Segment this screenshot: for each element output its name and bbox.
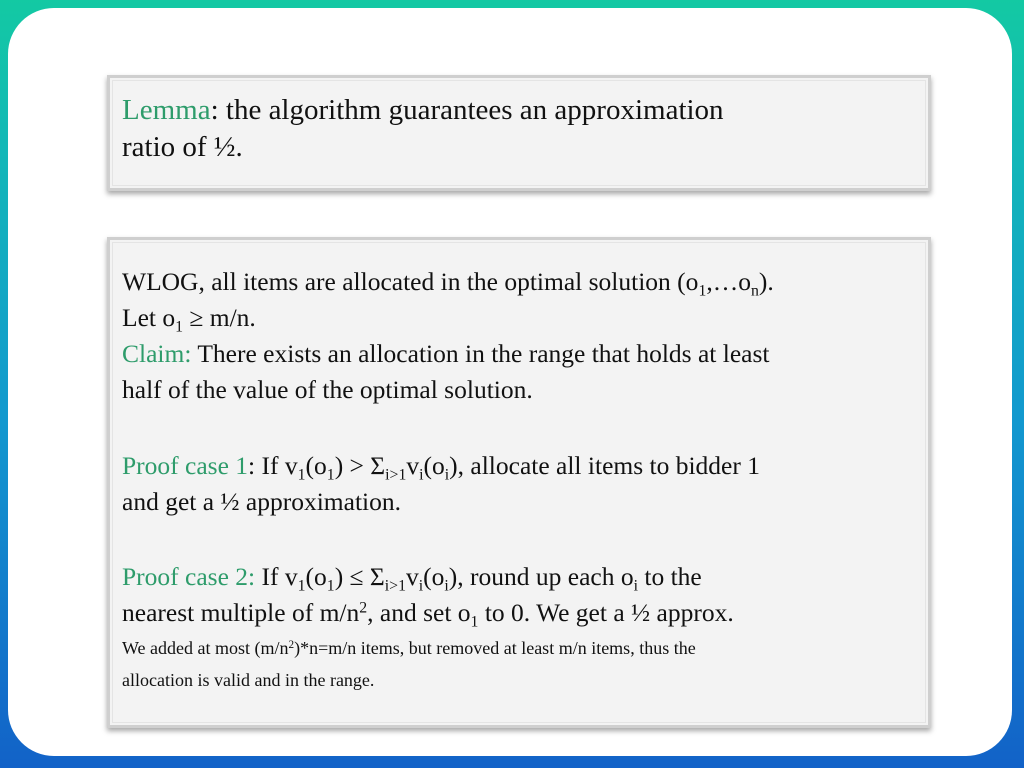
case2-text: to 0. We get a ½ approx. <box>478 598 734 627</box>
wlog-text: ≥ m/n. <box>183 303 256 332</box>
case2-text: If v <box>255 562 298 591</box>
case2-text: (o <box>423 562 445 591</box>
case2-text: , and set o <box>367 598 471 627</box>
proof-box <box>107 237 931 728</box>
case1-text: (o <box>423 451 445 480</box>
case1-label: Proof case 1 <box>122 451 249 480</box>
case2-text: ) ≤ Σ <box>334 562 385 591</box>
case2-label: Proof case 2: <box>122 562 256 591</box>
subscript: i <box>444 577 449 595</box>
case2-text: to the <box>637 562 702 591</box>
claim-label: Claim: <box>122 339 192 368</box>
wlog-text: WLOG, all items are allocated in the optimal solution (o <box>122 267 699 296</box>
superscript: 2 <box>288 638 295 651</box>
case1-text: ) > Σ <box>334 451 386 480</box>
note-text: We added at most (m/n <box>122 638 289 658</box>
subscript: 1 <box>326 577 335 595</box>
lemma-label: Lemma <box>122 94 211 126</box>
case2-text: nearest multiple of m/n <box>122 598 360 627</box>
case1-text: ), allocate all items to bidder 1 <box>449 451 760 480</box>
subscript: i <box>444 466 450 484</box>
superscript: 2 <box>359 599 368 617</box>
note-text: allocation is valid and in the range. <box>122 670 375 690</box>
wlog-text: ,…o <box>706 267 751 296</box>
subscript: 1 <box>297 466 306 484</box>
wlog-text: ). <box>758 267 774 296</box>
claim-text: There exists an allocation in the range that holds at least <box>191 339 770 368</box>
subscript: 1 <box>175 318 184 336</box>
case1-text: and get a ½ approximation. <box>122 487 402 516</box>
proof-case-2 <box>122 559 927 631</box>
note-text: )*n=m/n items, but removed at least m/n items, thus the <box>294 638 696 658</box>
lemma-box <box>107 75 931 191</box>
subscript: 1 <box>470 613 479 631</box>
lemma-text-line2: ratio of ½. <box>122 131 243 163</box>
proof-case-1 <box>122 448 927 520</box>
subscript: n <box>750 282 759 300</box>
claim-paragraph <box>122 336 927 408</box>
subscript: i <box>633 577 638 595</box>
claim-text: half of the value of the optimal solution. <box>122 375 533 404</box>
case2-text: ), round up each o <box>448 562 634 591</box>
case2-text: v <box>405 562 419 591</box>
subscript: 1 <box>698 282 707 300</box>
case1-text: : If v <box>248 451 298 480</box>
subscript: i <box>418 577 424 595</box>
subscript: i>1 <box>384 577 406 595</box>
wlog-text: Let o <box>122 303 176 332</box>
case1-text: (o <box>305 451 327 480</box>
subscript: 1 <box>297 577 306 595</box>
case1-text: v <box>406 451 420 480</box>
slide <box>8 8 1012 756</box>
case2-text: (o <box>305 562 327 591</box>
subscript: 1 <box>326 466 335 484</box>
subscript: i <box>419 466 424 484</box>
lemma-text-line1: : the algorithm guarantees an approximation <box>210 94 724 126</box>
lemma-statement <box>122 92 882 166</box>
subscript: i>1 <box>385 466 407 484</box>
proof-note <box>122 632 927 696</box>
wlog-paragraph <box>122 264 927 336</box>
